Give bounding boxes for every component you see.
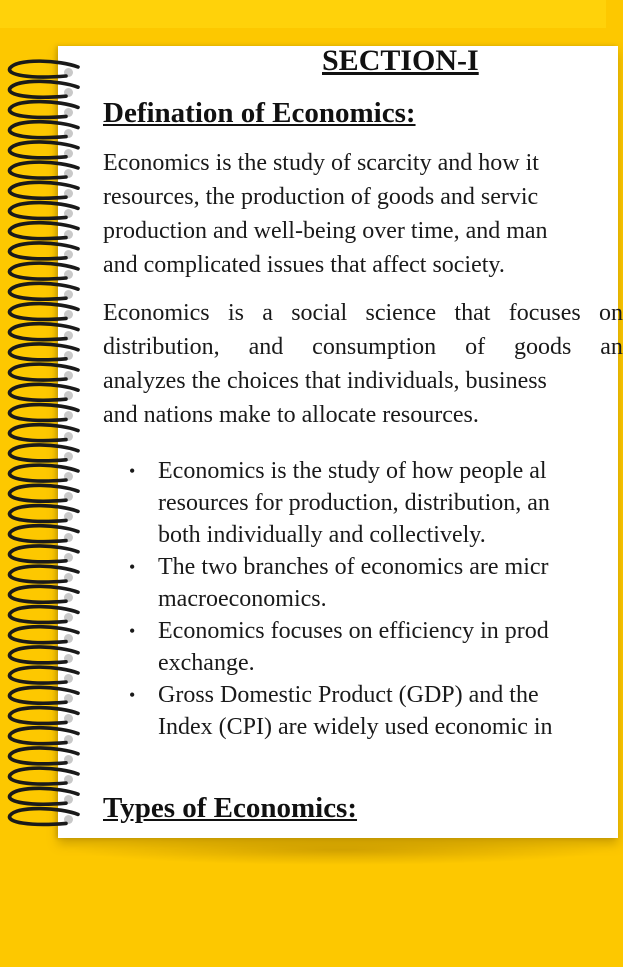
- paragraph-2-word: science: [365, 300, 437, 326]
- spiral-coil: [10, 768, 78, 784]
- spiral-coil: [10, 304, 78, 320]
- spiral-coil: [10, 647, 78, 663]
- spiral-coil: [10, 627, 78, 643]
- paragraph-2-line: [103, 330, 623, 364]
- spiral-coil: [10, 243, 78, 259]
- spiral-coil: [10, 324, 78, 340]
- paragraph-2-word: distribution,: [103, 334, 220, 360]
- bullet-dot-icon: •: [129, 621, 136, 641]
- spiral-coil: [10, 122, 78, 138]
- bullet-line: Gross Domestic Product (GDP) and the: [158, 682, 539, 708]
- bullet-dot-icon: •: [129, 461, 136, 481]
- paragraph-1-line: and complicated issues that affect society.: [103, 252, 505, 278]
- paragraph-2-word: on: [598, 300, 623, 326]
- spiral-coil: [10, 445, 78, 461]
- definition-heading: Defination of Economics:: [103, 97, 416, 129]
- paragraph-2-line: [103, 364, 623, 398]
- bullet-line: The two branches of economics are micr: [158, 554, 549, 580]
- spiral-coil: [10, 263, 78, 279]
- paragraph-2-word: Economics: [103, 300, 210, 326]
- spiral-coil: [10, 586, 78, 602]
- spiral-coil: [10, 607, 78, 623]
- paragraph-2-word: an: [600, 334, 623, 360]
- bullet-line: resources for production, distribution, an: [158, 490, 550, 516]
- spiral-coil: [10, 809, 78, 825]
- paragraph-2: [103, 296, 623, 432]
- paragraph-1-line: production and well-being over time, and man: [103, 218, 548, 244]
- spiral-coil: [10, 465, 78, 481]
- section-title: SECTION-I: [322, 44, 479, 77]
- background-strip: [0, 0, 606, 28]
- spiral-coil: [10, 748, 78, 764]
- spiral-coil: [10, 344, 78, 360]
- bullet-item: [103, 679, 553, 743]
- spiral-coil: [10, 788, 78, 804]
- types-heading: Types of Economics:: [103, 792, 358, 824]
- spiral-coil: [10, 182, 78, 198]
- spiral-coil: [10, 566, 78, 582]
- paragraph-1: [103, 146, 548, 282]
- spiral-coil: [10, 405, 78, 421]
- bullet-line: Economics is the study of how people al: [158, 458, 547, 484]
- bullet-item: [103, 615, 553, 679]
- spiral-coil: [10, 687, 78, 703]
- bullet-dot-icon: •: [129, 557, 136, 577]
- bullet-item: [103, 551, 553, 615]
- paragraph-2-word: of: [465, 334, 486, 360]
- paragraph-2-word: is: [227, 300, 244, 326]
- spiral-coil: [10, 546, 78, 562]
- paragraph-2-word: a: [262, 300, 273, 326]
- paragraph-1-line: resources, the production of goods and servic: [103, 184, 539, 210]
- paragraph-2-word: focuses: [508, 300, 581, 326]
- spiral-coil: [10, 708, 78, 724]
- paragraph-2-word: and nations make to allocate resources.: [103, 402, 479, 428]
- bullet-dot-icon: •: [129, 685, 136, 705]
- paragraph-2-word: and: [248, 334, 284, 360]
- paragraph-2-line: [103, 398, 623, 432]
- spiral-coil: [10, 485, 78, 501]
- paragraph-1-line: Economics is the study of scarcity and how it: [103, 150, 539, 176]
- spiral-coil: [10, 142, 78, 158]
- paragraph-2-word: consumption: [312, 334, 437, 360]
- bullet-list: [103, 455, 553, 743]
- spiral-coil: [10, 425, 78, 441]
- bullet-line: exchange.: [158, 650, 255, 676]
- spiral-coil: [10, 162, 78, 178]
- paper-shadow: [70, 835, 610, 865]
- spiral-coil: [10, 506, 78, 522]
- spiral-coil: [10, 223, 78, 239]
- spiral-coil: [10, 203, 78, 219]
- bullet-item: [103, 455, 553, 551]
- spiral-coil: [10, 728, 78, 744]
- spiral-coil: [10, 364, 78, 380]
- spiral-binding-icon: [0, 0, 90, 967]
- bullet-line: macroeconomics.: [158, 586, 327, 612]
- spiral-coil: [10, 526, 78, 542]
- paragraph-2-line: [103, 296, 623, 330]
- spiral-coil: [10, 667, 78, 683]
- paragraph-2-word: goods: [514, 334, 572, 360]
- paragraph-2-word: that: [454, 300, 491, 326]
- paragraph-2-word: analyzes the choices that individuals, business: [103, 368, 547, 394]
- spiral-coil: [10, 81, 78, 97]
- paragraph-2-word: social: [291, 300, 348, 326]
- spiral-coil: [10, 102, 78, 118]
- bullet-line: Economics focuses on efficiency in prod: [158, 618, 549, 644]
- bullet-line: both individually and collectively.: [158, 522, 486, 548]
- spiral-coil: [10, 61, 78, 77]
- spiral-coil: [10, 384, 78, 400]
- spiral-coil: [10, 283, 78, 299]
- bullet-line: Index (CPI) are widely used economic in: [158, 714, 553, 740]
